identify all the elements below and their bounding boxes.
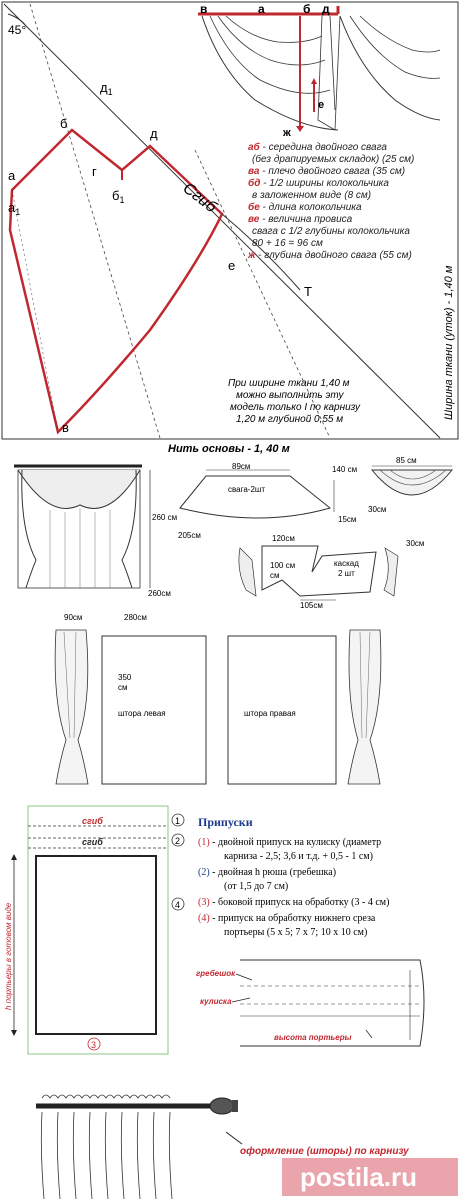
bowl-height: 30см xyxy=(368,505,387,514)
finished-height-label: h портьеры в готовом виде xyxy=(4,902,13,1010)
cascade-height: 100 см xyxy=(270,561,296,570)
bowl-width: 85 см xyxy=(396,456,417,465)
swag-top-width: 89см xyxy=(232,462,251,471)
ruffle-label: гребешок xyxy=(196,969,236,978)
point-d: д xyxy=(150,126,158,141)
legend xyxy=(247,141,414,261)
curtain-width: 260см xyxy=(148,589,171,598)
swag-left-dim: 205см xyxy=(178,531,201,540)
sketch-point-zh: ж xyxy=(283,127,291,139)
watermark-text: postila.ru xyxy=(300,1162,418,1192)
rod-pocket-sketch xyxy=(196,960,424,1046)
svg-text:модель только I по карнизу: модель только I по карнизу xyxy=(230,402,360,413)
sketch-point-v: в xyxy=(200,2,208,16)
cascade-label: каскад xyxy=(334,559,359,568)
legend-line-5: бе - длина колокольчика xyxy=(248,202,362,213)
angle-label: 45° xyxy=(8,23,27,37)
curtain-finished-rect xyxy=(36,856,156,1034)
swag-right-dim: 15см xyxy=(338,515,357,524)
fold-label-2: сгиб xyxy=(82,837,103,847)
panel-height: 350 xyxy=(118,673,132,682)
point-b: б xyxy=(60,116,68,131)
legend-line-3: бд - 1/2 ширины колокольчика xyxy=(248,178,389,189)
allowance-3: (3) - боковой припуск на обработку (3 - 4 см) xyxy=(198,897,390,908)
marker-2: 2 xyxy=(175,836,181,846)
watermark xyxy=(282,1158,458,1196)
section-curtain-parts xyxy=(14,456,452,610)
allowance-4: (4) - припуск на обработку нижнего среза xyxy=(198,913,376,924)
sketch-point-b: б xyxy=(303,2,311,16)
point-a: а xyxy=(8,168,16,183)
rod-finial xyxy=(210,1098,234,1114)
point-T: Т xyxy=(304,284,312,299)
note xyxy=(228,378,361,425)
swag-bowl-sketch xyxy=(368,456,452,514)
svg-text:можно выполнить эту: можно выполнить эту xyxy=(236,390,344,401)
tied-curtain-left xyxy=(55,630,88,784)
allowance-1: (1) - двойной припуск на кулиску (диаметр xyxy=(198,837,382,848)
marker-1: 1 xyxy=(175,816,181,826)
curtain-height-label: высота портьеры xyxy=(274,1033,352,1042)
panel-wide-width: 280см xyxy=(124,613,147,622)
sketch-point-d: д xyxy=(322,2,330,16)
svg-text:1,20 м глубиной 0,55 м: 1,20 м глубиной 0,55 м xyxy=(236,414,344,425)
marker-4: 4 xyxy=(175,900,181,910)
legend-line-9: ж - глубина двойного свага (55 см) xyxy=(248,250,412,261)
cascade-piece xyxy=(239,534,425,610)
panel-left-label: штора левая xyxy=(118,709,166,718)
warp-thread-label: Нить основы - 1, 40 м xyxy=(168,443,290,455)
legend-line-6: ве - величина провиса xyxy=(248,214,353,225)
swag-height: 140 см xyxy=(332,465,358,474)
swag-pattern-outline xyxy=(10,130,222,432)
point-b1: $б_1$ xyxy=(112,188,125,205)
marker-3: 3 xyxy=(91,1040,97,1050)
panel-right-label: штора правая xyxy=(244,709,296,718)
svg-text:(от 1,5 до 7 см): (от 1,5 до 7 см) xyxy=(224,881,289,892)
allowances-list xyxy=(198,837,389,938)
allowances-title: Припуски xyxy=(198,815,253,829)
curtain-sketch xyxy=(14,466,177,598)
panel-narrow-width: 90см xyxy=(64,613,83,622)
panel-height-unit: см xyxy=(118,683,128,692)
cascade-right-dim: 30см xyxy=(406,539,425,548)
dashed-guide-1 xyxy=(30,4,160,438)
point-a1: $а_1$ xyxy=(8,200,21,217)
double-swag-sketch xyxy=(198,2,440,139)
cascade-bottom-width: 105см xyxy=(300,601,323,610)
cascade-count: 2 шт xyxy=(338,569,355,578)
tied-curtain-right xyxy=(348,630,381,784)
legend-line-1: (без драпируемых складок) (25 см) xyxy=(252,154,415,165)
diagonal-45-line xyxy=(4,4,440,438)
legend-line-8: 80 + 16 = 96 см xyxy=(252,238,323,249)
curtain-height: 260 см xyxy=(152,513,178,522)
sketch-point-e: е xyxy=(318,99,325,111)
fabric-width-label: Ширина ткани (уток) - 1,40 м xyxy=(443,265,455,420)
section-curtain-panels xyxy=(55,613,381,784)
svg-text:см: см xyxy=(270,571,280,580)
svg-text:карниза - 2,5; 3,6 и т.д. + 0,: карниза - 2,5; 3,6 и т.д. + 0,5 - 1 см) xyxy=(224,851,373,862)
allowance-2: (2) - двойная h рюша (гребешка) xyxy=(198,867,337,878)
point-d1: $д_1$ xyxy=(100,80,113,97)
point-e: е xyxy=(228,258,236,273)
swag-piece xyxy=(178,462,357,540)
legend-line-2: ва - плечо двойного свага (35 см) xyxy=(248,166,406,177)
sketch-point-a: а xyxy=(258,2,265,16)
section-allowances xyxy=(4,806,424,1054)
gathered-curtain xyxy=(41,1095,172,1199)
rod-finish-caption: оформление (шторы) по карнизу xyxy=(240,1146,409,1157)
cascade-top-width: 120см xyxy=(272,534,295,543)
legend-line-0: аб - середина двойного свага xyxy=(248,142,387,153)
fold-label-1: сгиб xyxy=(82,816,103,826)
legend-line-4: в заложенном виде (8 см) xyxy=(252,190,372,201)
svg-text:При ширине ткани 1,40 м: При ширине ткани 1,40 м xyxy=(228,378,350,389)
point-v: в xyxy=(62,420,69,435)
svg-text:портьеры (5 х 5; 7 х 7; 10 х 1: портьеры (5 х 5; 7 х 7; 10 х 10 см) xyxy=(224,927,368,938)
fold-label: Сгиб xyxy=(179,179,220,217)
rod-pocket-label: кулиска xyxy=(200,997,232,1006)
section-double-swag-pattern xyxy=(2,2,458,455)
swag-label: свага-2шт xyxy=(228,485,265,494)
legend-line-7: свага с 1/2 глубины колокольчика xyxy=(252,226,410,237)
point-g: г xyxy=(92,164,97,179)
